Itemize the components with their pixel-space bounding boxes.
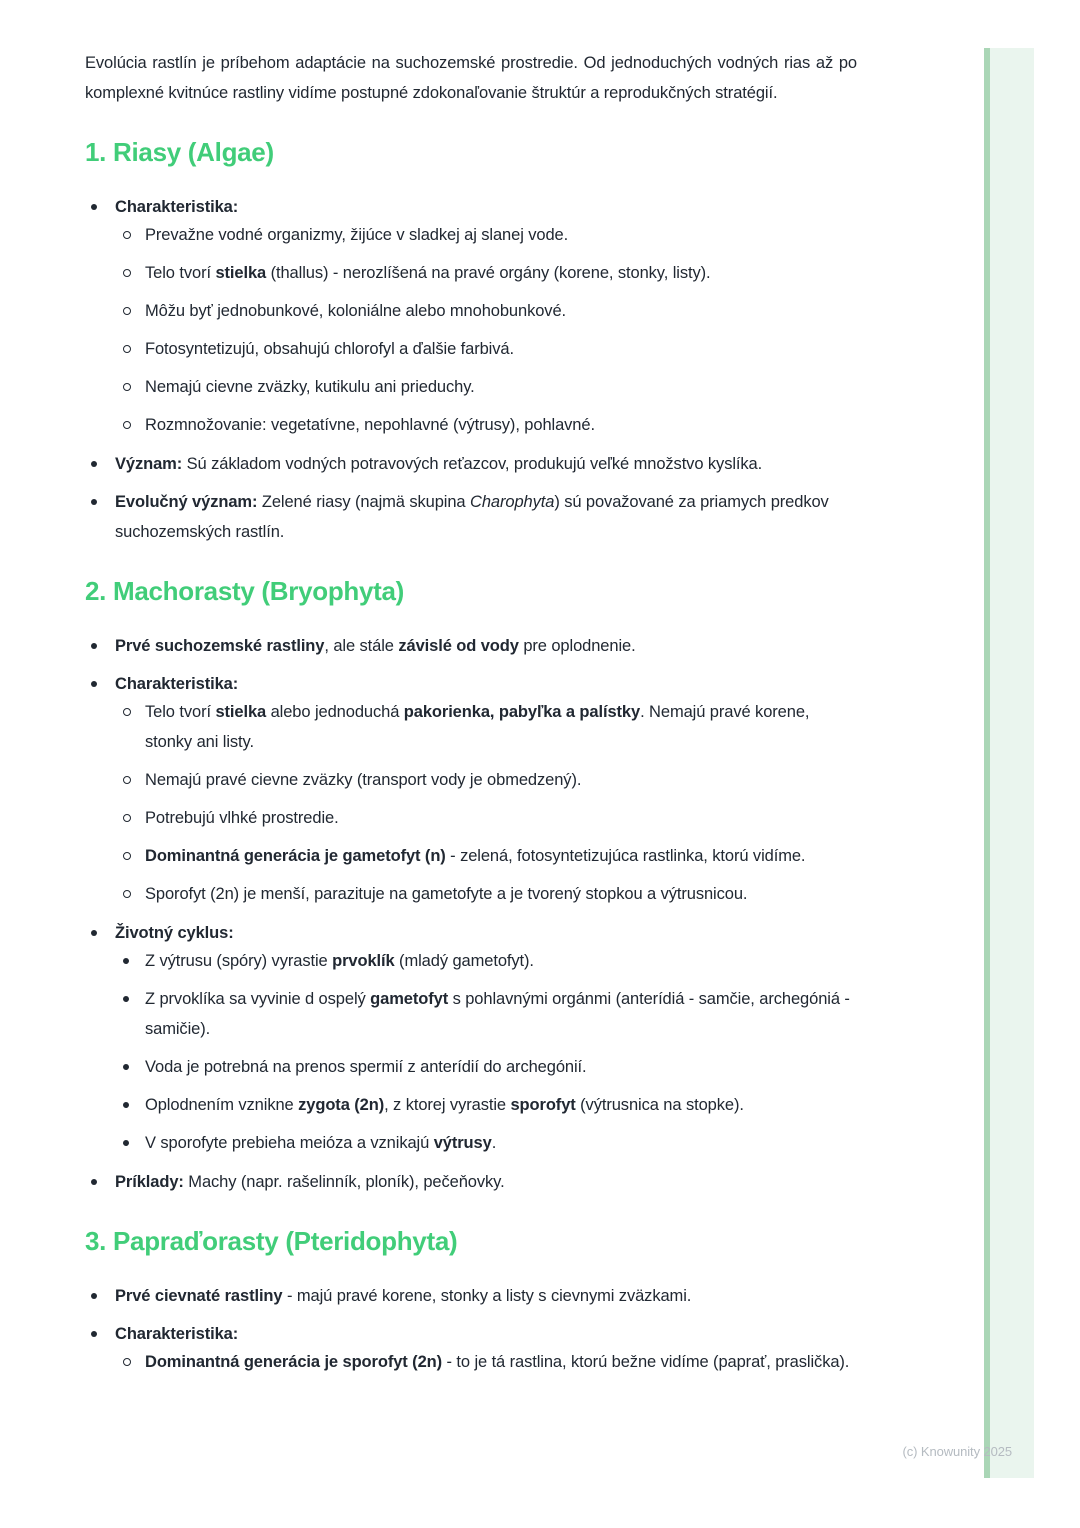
list-item-text: Prvé cievnaté rastliny - majú pravé korene, stonky a listy s cievnymi zväzkami.	[115, 1287, 692, 1305]
list-item-text: Charakteristika:	[115, 198, 239, 216]
list-item-text: Telo tvorí stielka (thallus) - nerozlíšená na pravé orgány (korene, stonky, listy).	[145, 264, 711, 282]
list-item-text: Fotosyntetizujú, obsahujú chlorofyl a ďalšie farbivá.	[145, 340, 514, 358]
content-area	[85, 48, 857, 1385]
list-item-text: Charakteristika:	[115, 1325, 239, 1343]
section-list	[85, 631, 857, 1197]
list-item-text: Rozmnožovanie: vegetatívne, nepohlavné (výtrusy), pohlavné.	[145, 416, 595, 434]
bullet-disc-icon	[91, 487, 115, 505]
list-item-text: Význam: Sú základom vodných potravových reťazcov, produkujú veľké množstvo kyslíka.	[115, 455, 763, 473]
bullet-circle-icon	[123, 841, 145, 860]
list-item-text: Charakteristika:	[115, 675, 239, 693]
list-item-text: Prvé suchozemské rastliny, ale stále závislé od vody pre oplodnenie.	[115, 637, 636, 655]
bullet-disc-icon	[91, 192, 115, 210]
bullet-circle-icon	[123, 765, 145, 784]
list-item-text: Môžu byť jednobunkové, koloniálne alebo mnohobunkové.	[145, 302, 567, 320]
list-item-text: Z výtrusu (spóry) vyrastie prvoklík (mladý gametofyt).	[145, 952, 534, 970]
list-item	[91, 1319, 857, 1349]
bullet-disc-icon	[123, 1128, 145, 1146]
list-item-text: Dominantná generácia je gametofyt (n) - zelená, fotosyntetizujúca rastlinka, ktorú vidíme.	[145, 847, 806, 865]
list-item-text: V sporofyte prebieha meióza a vznikajú výtrusy.	[145, 1134, 497, 1152]
bullet-disc-icon	[123, 1090, 145, 1108]
list-item-text: Životný cyklus:	[115, 924, 234, 942]
list-item	[123, 803, 857, 833]
bullet-circle-icon	[123, 220, 145, 239]
bullet-circle-icon	[123, 372, 145, 391]
bullet-circle-icon	[123, 334, 145, 353]
list-item	[123, 1347, 857, 1377]
bullet-disc-icon	[123, 984, 145, 1002]
list-item-text: Dominantná generácia je sporofyt (2n) - to je tá rastlina, ktorú bežne vidíme (paprať, praslička).	[145, 1353, 850, 1371]
section-heading: 3. Papraďorasty (Pteridophyta)	[85, 1226, 458, 1256]
list-item-text: Prevažne vodné organizmy, žijúce v sladkej aj slanej vode.	[145, 226, 569, 244]
bullet-circle-icon	[123, 803, 145, 822]
list-item	[123, 220, 857, 250]
bullet-disc-icon	[91, 918, 115, 936]
list-item	[91, 487, 857, 547]
section-heading: 1. Riasy (Algae)	[85, 137, 274, 167]
bullet-disc-icon	[91, 1319, 115, 1337]
bullet-disc-icon	[91, 669, 115, 687]
list-item-text: Sporofyt (2n) je menší, parazituje na gametofyte a je tvorený stopkou a výtrusnicou.	[145, 885, 748, 903]
list-item	[123, 1128, 857, 1158]
list-item-text: Z prvoklíka sa vyvinie d ospelý gametofyt s pohlavnými orgánmi (anterídiá - samčie, archegóniá - samičie).	[145, 990, 850, 1038]
list-item-text: Nemajú cievne zväzky, kutikulu ani prieduchy.	[145, 378, 475, 396]
right-accent-bar	[984, 48, 1034, 1478]
list-item	[123, 1052, 857, 1082]
bullet-circle-icon	[123, 296, 145, 315]
list-item-text: Telo tvorí stielka alebo jednoduchá pakorienka, pabyľka a palístky. Nemajú pravé korene, stonky ani listy.	[145, 703, 810, 751]
list-item	[123, 1090, 857, 1120]
list-item	[123, 697, 857, 757]
list-item	[91, 449, 857, 479]
bullet-disc-icon	[91, 631, 115, 649]
intro-paragraph: Evolúcia rastlín je príbehom adaptácie na suchozemské prostredie. Od jednoduchých vodných rias až po komplexné kvitnúce rastliny vidíme postupné zdokonaľovanie štruktúr a reprodukčných stratégií.	[85, 54, 857, 102]
list-item	[91, 669, 857, 699]
bullet-disc-icon	[91, 1167, 115, 1185]
bullet-circle-icon	[123, 697, 145, 716]
list-item	[123, 841, 857, 871]
section-list	[85, 1281, 857, 1377]
list-item	[123, 334, 857, 364]
bullet-circle-icon	[123, 258, 145, 277]
bullet-circle-icon	[123, 1347, 145, 1366]
list-item	[91, 1167, 857, 1197]
section-heading: 2. Machorasty (Bryophyta)	[85, 576, 405, 606]
bullet-disc-icon	[91, 1281, 115, 1299]
list-item	[123, 879, 857, 909]
list-item	[123, 946, 857, 976]
bullet-circle-icon	[123, 879, 145, 898]
bullet-disc-icon	[123, 946, 145, 964]
sections-container	[85, 136, 857, 1377]
section-list	[85, 192, 857, 547]
list-item	[91, 631, 857, 661]
list-item	[91, 1281, 857, 1311]
list-item	[123, 258, 857, 288]
list-item	[91, 918, 857, 948]
list-item-text: Voda je potrebná na prenos spermií z anterídií do archegónií.	[145, 1058, 587, 1076]
list-item-text: Evolučný význam: Zelené riasy (najmä skupina Charophyta) sú považované za priamych predkov suchozemských rastlín.	[115, 493, 829, 541]
list-item-text: Nemajú pravé cievne zväzky (transport vody je obmedzený).	[145, 771, 582, 789]
list-item	[123, 296, 857, 326]
list-item-text: Oplodnením vznikne zygota (2n), z ktorej vyrastie sporofyt (výtrusnica na stopke).	[145, 1096, 744, 1114]
copyright-watermark: (c) Knowunity 2025	[902, 1444, 1012, 1459]
list-item	[123, 372, 857, 402]
list-item	[123, 984, 857, 1044]
list-item	[91, 192, 857, 222]
bullet-disc-icon	[91, 449, 115, 467]
list-item-text: Príklady: Machy (napr. rašelinník, ploník), pečeňovky.	[115, 1173, 505, 1191]
bullet-disc-icon	[123, 1052, 145, 1070]
list-item-text: Potrebujú vlhké prostredie.	[145, 809, 339, 827]
bullet-circle-icon	[123, 410, 145, 429]
list-item	[123, 765, 857, 795]
list-item	[123, 410, 857, 440]
